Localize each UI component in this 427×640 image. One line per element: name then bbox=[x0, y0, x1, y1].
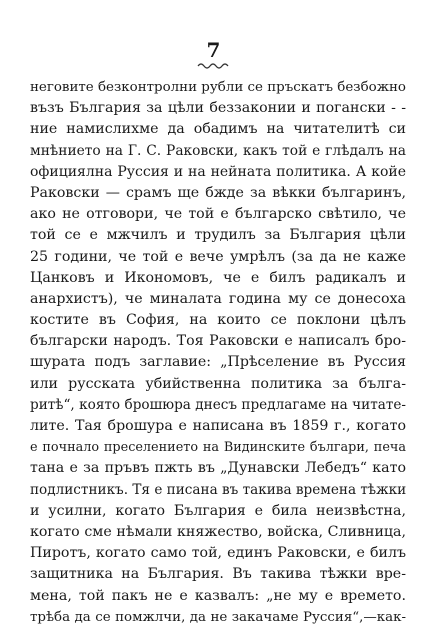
text-line: той се е мжчилъ и трудилъ за България цѣли bbox=[30, 227, 406, 244]
text-line: костите въ София, на които се поклони цѣлъ bbox=[30, 312, 406, 329]
text-line: шурата подъ заглавие: „Прѣселение въ Руссия bbox=[30, 354, 406, 371]
text-line: български народъ. Тоя Раковски е написалъ бро- bbox=[30, 333, 406, 350]
text-line: мена, той пакъ не е казвалъ: „не му е времето. bbox=[30, 587, 406, 604]
text-line: ние намислихме да обадимъ на читателитѣ си bbox=[30, 121, 406, 138]
text-line: Пиротъ, когато само той, единъ Раковски, е билъ bbox=[30, 545, 406, 562]
body-text bbox=[30, 77, 406, 628]
text-line: мнѣнието на Г. С. Раковски, какъ той е глѣдалъ на bbox=[30, 142, 406, 159]
text-line: лите. Тая брошура е написана въ 1859 г., когато bbox=[30, 418, 406, 434]
text-line: официялна Руссия и на нейната политика. А койе bbox=[30, 163, 406, 180]
text-line: 25 години, че той е вече умрѣлъ (за да не каже bbox=[30, 248, 406, 265]
ornament-divider bbox=[0, 62, 427, 70]
text-line: Цанковъ и Икономовъ, че е билъ радикалъ и bbox=[30, 269, 406, 286]
text-line: анархистъ), че миналата година му се донесоха bbox=[30, 290, 406, 307]
text-line: или русската убийственна политика за бълга- bbox=[30, 375, 406, 392]
text-line: защитника на България. Въ такива тѣжки вре- bbox=[30, 566, 406, 583]
wave-ornament-icon bbox=[197, 62, 231, 70]
page-number: 7 bbox=[206, 38, 221, 62]
text-line: неговите безконтролни рубли се пръскатъ безбожно bbox=[30, 80, 406, 95]
text-line: ако не отговори, че той е българско свѣтило, че bbox=[30, 206, 406, 223]
text-line: тана е за пръвъ пжть въ „Дунавски Лебедъ“ като bbox=[30, 460, 406, 477]
text-line: и усилни, когато България е била неизвѣстна, bbox=[30, 502, 406, 519]
text-line: Раковски — срамъ ще бжде за вѣкки българинъ, bbox=[30, 184, 406, 201]
text-line: трѣба да се помжлчи, да не закачаме Руссия“,—как- bbox=[30, 609, 406, 625]
text-line: е почнало преселението на Видинските българи, печа bbox=[30, 440, 406, 456]
text-line: възъ България за цѣли беззаконии и погански - - bbox=[30, 100, 406, 117]
text-line: подлистникъ. Тя е писана въ такива времена тѣжки bbox=[30, 481, 406, 498]
text-line: ритѣ“, която брошюра днесъ предлагаме на читате- bbox=[30, 396, 406, 413]
text-line: когато сме нѣмали княжество, войска, Сливница, bbox=[30, 523, 406, 540]
